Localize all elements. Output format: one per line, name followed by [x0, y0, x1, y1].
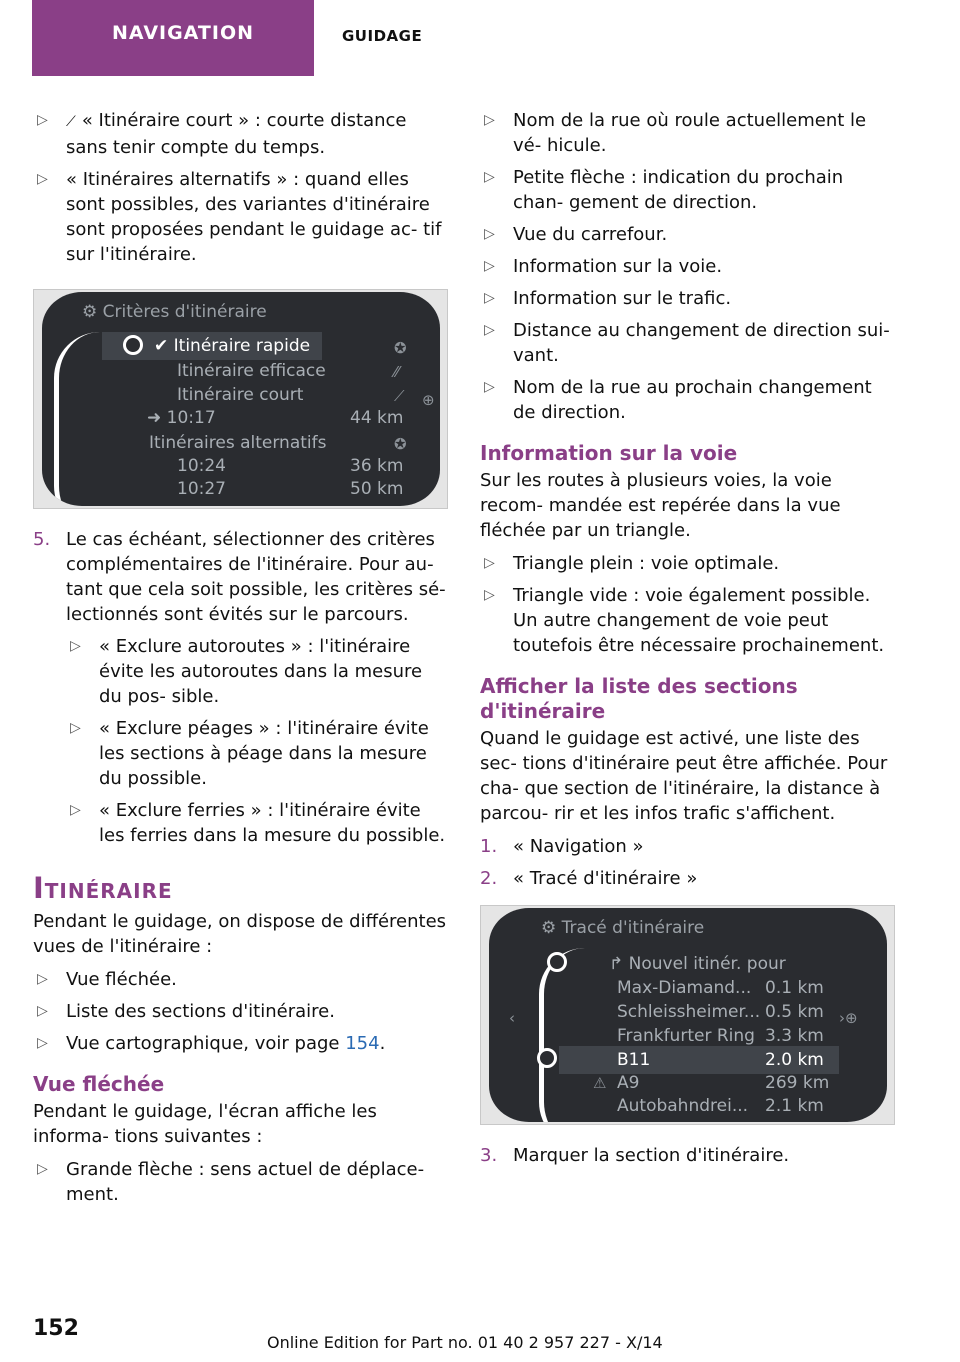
alternative-routes: Itinéraires alternatifs: [149, 433, 327, 453]
list-item: ▷ Grande flèche : sens actuel de déplace- ment.: [37, 1159, 425, 1205]
triangle-bullet-icon: ▷: [484, 379, 495, 395]
next-icon: ⊕: [422, 391, 435, 409]
subheading: Vue fléchée: [33, 1072, 165, 1096]
route-icon: ✪: [394, 435, 407, 453]
heading-lane-info: Information sur la voie: [480, 441, 738, 465]
list-item: ▷ Vue cartographique, voir page 154.: [37, 1033, 386, 1054]
controller-knob: [537, 1048, 557, 1068]
route-option-fast: ✔ Itinéraire rapide: [154, 336, 311, 356]
triangle-bullet-icon: ▷: [37, 1035, 48, 1051]
triangle-bullet-icon: ▷: [37, 971, 48, 987]
list-item: ▷ « Exclure ferries » : l'itinéraire évite les ferries dans la mesure du possible.: [70, 800, 446, 846]
step-2: 2. « Tracé d'itinéraire »: [480, 868, 698, 889]
route-distance: 0.1 km: [765, 978, 824, 998]
step-1: 1. « Navigation »: [480, 836, 644, 857]
motorway-icon: ⚠: [593, 1074, 607, 1092]
subsection-tab-label: GUIDAGE: [342, 27, 423, 45]
route-row: Frankfurter Ring: [617, 1026, 755, 1046]
route-distance: 50 km: [350, 479, 404, 499]
list-item: ▷ Information sur le trafic.: [484, 288, 732, 309]
route-icon: ⁄⁄: [394, 363, 400, 381]
list-item: ▷ Nom de la rue où roule actuellement le vé- hicule.: [484, 110, 867, 156]
back-icon: ‹: [509, 1009, 515, 1027]
settings-icon: ⚙: [82, 302, 103, 322]
controller-knob: [547, 952, 567, 972]
triangle-bullet-icon: ▷: [37, 171, 48, 187]
settings-icon: ⚙: [541, 918, 562, 938]
triangle-bullet-icon: ▷: [484, 290, 495, 306]
triangle-bullet-icon: ▷: [484, 587, 495, 603]
controller-knob: [123, 335, 143, 355]
triangle-bullet-icon: ▷: [484, 555, 495, 571]
route-distance: 36 km: [350, 456, 404, 476]
route-row: Schleissheimer...: [617, 1002, 761, 1022]
page-number: 152: [33, 1316, 79, 1341]
route-row: A9: [617, 1073, 640, 1093]
list-item: ▷ Triangle vide : voie également possible. Un autre changement de voie peut toutefois être nécessaire prochainement.: [484, 585, 885, 656]
triangle-bullet-icon: ▷: [484, 322, 495, 338]
section-intro: Pendant le guidage, on dispose de différentes vues de l'itinéraire :: [33, 911, 447, 957]
sub-intro: Pendant le guidage, l'écran affiche les informa- tions suivantes :: [33, 1101, 377, 1147]
list-item: ▷ Vue du carrefour.: [484, 224, 668, 245]
route-distance: 3.3 km: [765, 1026, 824, 1046]
list-item: ▷ Distance au changement de direction sui- vant.: [484, 320, 890, 366]
list-item: ▷ « Exclure péages » : l'itinéraire évite les sections à péage dans la mesure du possible.: [70, 718, 429, 789]
route-row: ↱ Nouvel itinér. pour: [609, 954, 786, 974]
list-item: ▷ Vue fléchée.: [37, 969, 177, 990]
route-distance: 2.1 km: [765, 1096, 824, 1116]
route-sections-screenshot: [480, 905, 895, 1125]
list-item: ▷ « Itinéraires alternatifs » : quand elles sont possibles, des variantes d'itinéraire sont proposées pendant le guidage ac- tif sur l'itinéraire.: [37, 169, 442, 265]
controller-arc: [539, 948, 585, 1122]
triangle-bullet-icon: ▷: [484, 258, 495, 274]
triangle-bullet-icon: ▷: [37, 1161, 48, 1177]
list-item: ▷ Petite flèche : indication du prochain chan- gement de direction.: [484, 167, 844, 213]
step-3: 3. Marquer la section d'itinéraire.: [480, 1145, 790, 1166]
route-distance: 0.5 km: [765, 1002, 824, 1022]
controller-arc: [54, 332, 100, 506]
route-sections-paragraph: Quand le guidage est activé, une liste des sec- tions d'itinéraire peut être affichée. Pour cha- que section de l'itinéraire, la distance à parcou- rir et les infos trafic s'affichent.: [480, 728, 888, 824]
triangle-bullet-icon: ▷: [484, 169, 495, 185]
step-5-sublist: [66, 634, 448, 848]
next-icon: ›⊕: [839, 1009, 858, 1027]
route-icon: ⟋: [394, 387, 405, 405]
route-row-selected: B11: [617, 1050, 651, 1070]
route-distance: 2.0 km: [765, 1050, 824, 1070]
list-item: ▷ « Exclure autoroutes » : l'itinéraire évite les autoroutes dans la mesure du pos- sible.: [70, 636, 423, 707]
route-time: 10:27: [177, 479, 226, 499]
list-item: ▷ ⟋ « Itinéraire court » : courte distance sans tenir compte du temps.: [37, 110, 407, 158]
route-distance: 44 km: [350, 408, 404, 428]
route-row: Max-Diamand...: [617, 978, 752, 998]
screen-title: ⚙ Tracé d'itinéraire: [541, 918, 705, 938]
triangle-bullet-icon: ▷: [37, 112, 48, 128]
route-criteria-screenshot: [33, 289, 448, 509]
edition-text: Online Edition for Part no. 01 40 2 957 227 - X/14: [267, 1333, 663, 1352]
route-short-icon: ⟋: [66, 114, 76, 130]
route-icon: ✪: [394, 339, 407, 357]
triangle-bullet-icon: ▷: [37, 1003, 48, 1019]
triangle-bullet-icon: ▷: [70, 802, 81, 818]
list-item: ▷ Liste des sections d'itinéraire.: [37, 1001, 335, 1022]
screen-title: ⚙ Critères d'itinéraire: [82, 302, 267, 322]
route-distance: 269 km: [765, 1073, 830, 1093]
left-column: [33, 108, 448, 1214]
section-title: Itinéraire: [33, 871, 173, 905]
triangle-bullet-icon: ▷: [70, 720, 81, 736]
list-item: ▷ Triangle plein : voie optimale.: [484, 553, 780, 574]
route-row: Autobahndrei...: [617, 1096, 749, 1116]
triangle-bullet-icon: ▷: [70, 638, 81, 654]
section-tab-label: NAVIGATION: [112, 22, 254, 44]
step-5: 5. Le cas échéant, sélectionner des critères complémentaires de l'itinéraire. Pour au- tant que cela soit possible, les critères sé- lectionnés sont évités sur le parcours.: [33, 529, 446, 625]
route-option-short: Itinéraire court: [177, 385, 304, 405]
heading-route-sections: Afficher la liste des sections d'itinéraire: [480, 674, 798, 723]
right-column: [480, 108, 895, 1175]
triangle-bullet-icon: ▷: [484, 112, 495, 128]
route-time: 10:24: [177, 456, 226, 476]
page-link[interactable]: 154: [345, 1033, 380, 1054]
list-item: ▷ Nom de la rue au prochain changement de direction.: [484, 377, 872, 423]
lane-info-paragraph: Sur les routes à plusieurs voies, la voie recom- mandée est repérée dans la vue fléchée par un triangle.: [480, 470, 841, 541]
route-option-efficient: Itinéraire efficace: [177, 361, 326, 381]
list-item: ▷ Information sur la voie.: [484, 256, 723, 277]
route-time: ➜ 10:17: [147, 408, 216, 428]
triangle-bullet-icon: ▷: [484, 226, 495, 242]
